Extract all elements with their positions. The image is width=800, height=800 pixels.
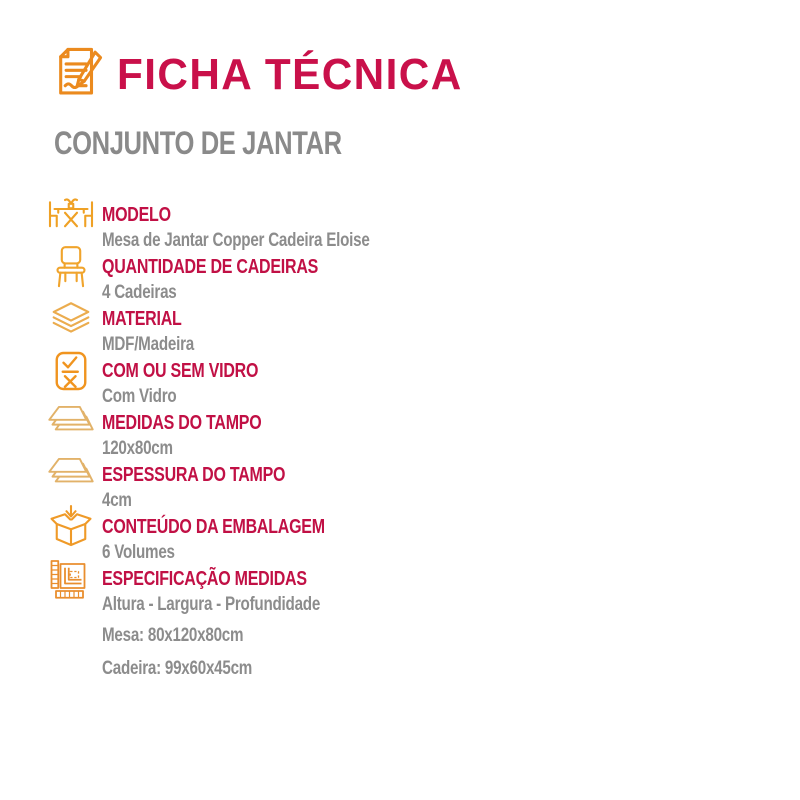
spec-text [102,567,665,685]
spec-item [45,567,665,685]
spec-text [102,463,665,515]
spec-label: CONTEÚDO DA EMBALAGEM [102,516,325,538]
package-box-icon [45,505,97,550]
spec-list [45,203,665,685]
spec-label: ESPESSURA DO TAMPO [102,464,286,486]
spec-text [102,359,665,411]
spec-value: 6 Volumes [102,542,175,563]
spec-label: ESPECIFICAÇÃO MEDIDAS [102,568,307,590]
spec-text [102,515,665,567]
spec-item [45,463,665,515]
spec-label: QUANTIDADE DE CADEIRAS [102,256,319,278]
spec-value: 4cm [102,490,132,511]
spec-label: COM OU SEM VIDRO [102,360,259,382]
chair-icon [45,244,97,290]
spec-value: 120x80cm [102,438,173,459]
spec-value: Com Vidro [102,386,177,407]
spec-label: MODELO [102,204,171,226]
spec-item [45,307,665,359]
blueprint-ruler-icon [45,558,97,600]
spec-item [45,255,665,307]
spec-item [45,359,665,411]
spec-item [45,203,665,255]
header [48,44,477,102]
checklist-icon [45,350,97,392]
spec-text [102,203,665,255]
tabletop-sheets-icon [45,457,97,494]
spec-text [102,307,665,359]
page-title: FICHA TÉCNICA [117,50,463,99]
dining-table-icon [45,197,97,233]
document-pencil-icon [48,44,106,102]
spec-value: MDF/Madeira [102,334,194,355]
spec-text [102,255,665,307]
spec-item [45,411,665,463]
spec-label: MATERIAL [102,308,182,330]
tabletop-sheets-icon [45,405,97,442]
spec-value: Mesa de Jantar Copper Cadeira Eloise [102,230,370,251]
layers-icon [45,300,97,338]
spec-value: Altura - Largura - Profundidade [102,594,321,615]
spec-value: Cadeira: 99x60x45cm [102,658,253,679]
spec-label: MEDIDAS DO TAMPO [102,412,262,434]
spec-item [45,515,665,567]
page-subtitle: CONJUNTO DE JANTAR [54,125,342,161]
spec-text [102,411,665,463]
spec-value: 4 Cadeiras [102,282,177,303]
spec-value: Mesa: 80x120x80cm [102,625,244,646]
